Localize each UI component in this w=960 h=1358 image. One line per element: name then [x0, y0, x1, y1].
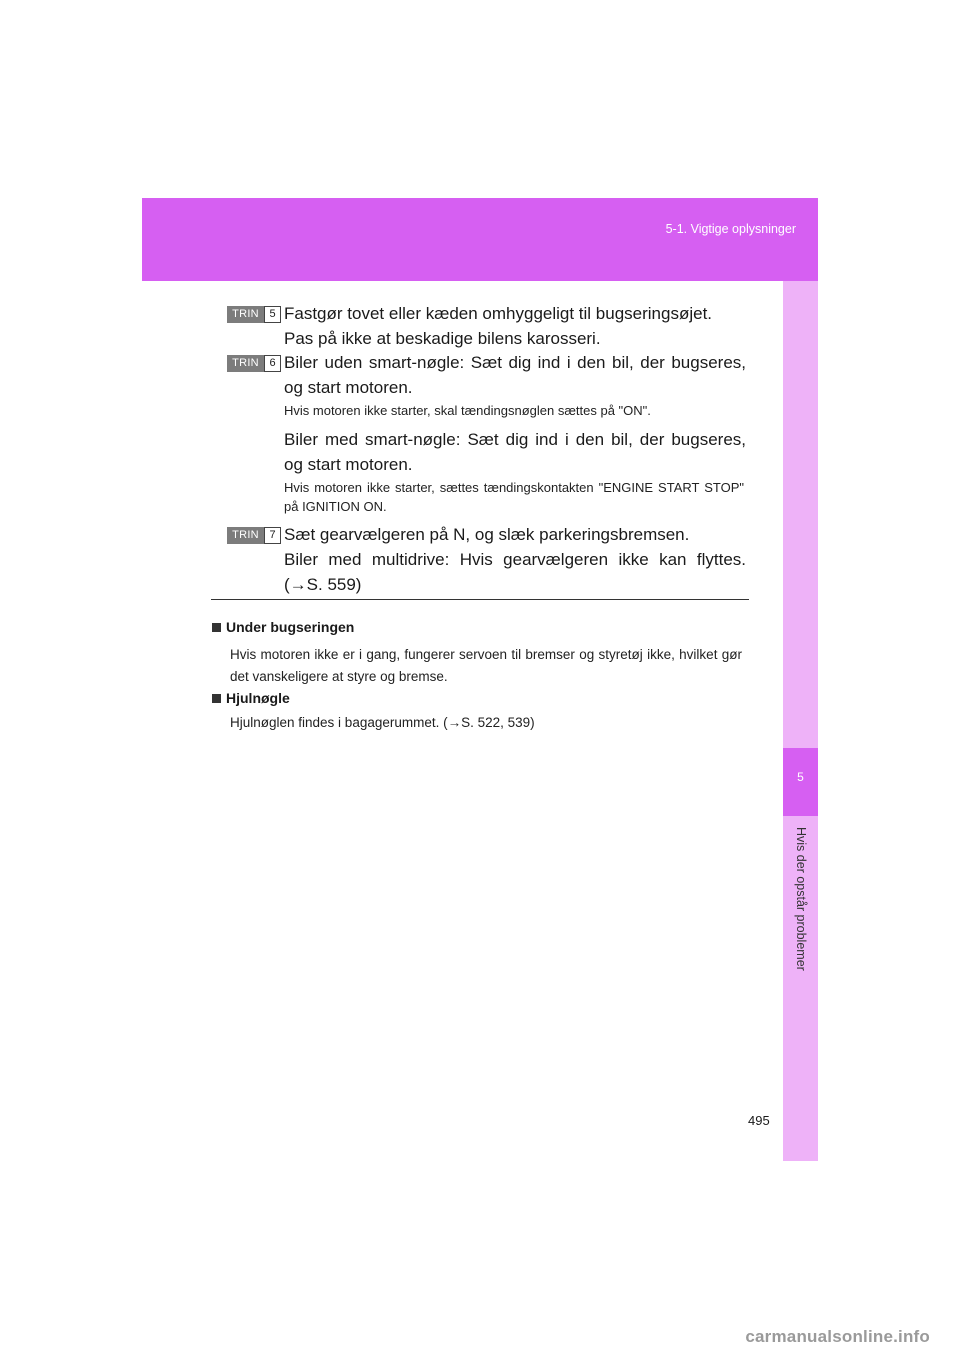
info-heading-hjulnoegle	[212, 690, 290, 706]
step-badge-word: TRIN	[227, 527, 264, 544]
info-heading-under-bugseringen	[212, 619, 354, 635]
step-badge-number: 7	[264, 527, 281, 544]
step-6-text-2: Biler med smart-nøgle: Sæt dig ind i den bil, der bugseres, og start motoren.	[284, 430, 746, 474]
square-bullet-icon	[212, 694, 221, 703]
chapter-number: 5	[797, 770, 804, 784]
page-number: 495	[748, 1113, 770, 1128]
step-badge-number: 5	[264, 306, 281, 323]
chapter-number-box	[783, 748, 818, 816]
info-heading-text: Under bugseringen	[226, 619, 355, 635]
step-badge-5	[227, 306, 281, 323]
step-6-text: Biler uden smart-nøgle: Sæt dig ind i den bil, der bugseres, og start motoren.	[284, 353, 746, 397]
step-badge-7	[227, 527, 281, 544]
section-divider	[211, 599, 749, 600]
info-body-under-bugseringen: Hvis motoren ikke er i gang, fungerer servoen til bremser og styretøj ikke, hvilket gør det vanskeligere at styre og bremse.	[230, 647, 742, 684]
info-heading-text: Hjulnøgle	[226, 690, 290, 706]
step-badge-word: TRIN	[227, 355, 264, 372]
section-header	[142, 198, 818, 281]
step-6-note-2: Hvis motoren ikke starter, sættes tændingskontakten "ENGINE START STOP" på IGNITION ON.	[284, 480, 744, 514]
step-5-text: Fastgør tovet eller kæden omhyggeligt til bugseringsøjet.	[284, 304, 713, 323]
watermark: carmanualsonline.info	[745, 1327, 930, 1346]
step-5-text-2: Pas på ikke at beskadige bilens karosseri.	[284, 329, 601, 348]
step-badge-word: TRIN	[227, 306, 264, 323]
step-badge-number: 6	[264, 355, 281, 372]
chapter-side-tab	[783, 281, 818, 1161]
section-title: 5-1. Vigtige oplysninger	[665, 222, 796, 236]
step-6-note: Hvis motoren ikke starter, skal tændingsnøglen sættes på "ON".	[284, 403, 651, 418]
square-bullet-icon	[212, 623, 221, 632]
chapter-title: Hvis der opstår problemer	[794, 827, 808, 971]
step-7-text: Sæt gearvælgeren på N, og slæk parkeringsbremsen.	[284, 525, 690, 544]
step-badge-6	[227, 355, 281, 372]
step-7-text-2: Biler med multidrive: Hvis gearvælgeren ikke kan flyttes. (→S. 559)	[284, 550, 746, 594]
info-body-hjulnoegle: Hjulnøglen findes i bagagerummet. (→S. 522, 539)	[230, 715, 535, 730]
